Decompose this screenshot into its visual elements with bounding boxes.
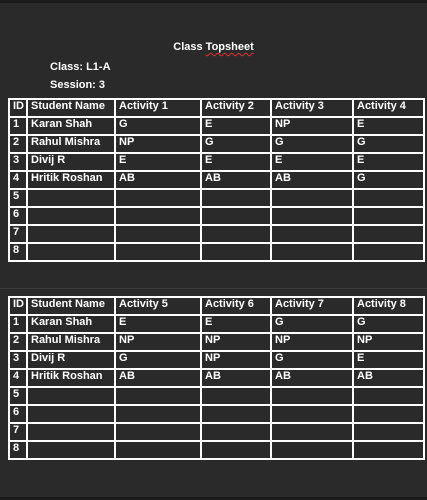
column-header: Activity 7 [271, 297, 353, 315]
column-header: Activity 8 [353, 297, 424, 315]
session-label: Session: 3 [50, 79, 106, 91]
page-title [0, 41, 427, 53]
student-name-cell: Karan Shah [27, 117, 115, 135]
column-header: Activity 4 [353, 99, 424, 117]
activity-grade-cell [115, 189, 201, 207]
row-id-cell: 6 [9, 405, 27, 423]
row-id-cell: 2 [9, 333, 27, 351]
row-id-cell: 5 [9, 387, 27, 405]
activity-grade-cell [271, 441, 353, 459]
activity-grade-cell: AB [115, 369, 201, 387]
student-name-cell [27, 441, 115, 459]
activity-grade-cell: E [115, 153, 201, 171]
activity-table-1 [8, 98, 425, 262]
table-row [9, 369, 424, 387]
activity-grade-cell [271, 405, 353, 423]
activity-grade-cell [115, 423, 201, 441]
row-id-cell: 3 [9, 351, 27, 369]
table-row [9, 315, 424, 333]
activity-grade-cell [201, 207, 271, 225]
activity-grade-cell: G [115, 351, 201, 369]
activity-grade-cell: E [353, 351, 424, 369]
student-name-cell [27, 243, 115, 261]
activity-grade-cell: NP [271, 117, 353, 135]
table-row [9, 405, 424, 423]
activity-grade-cell [271, 189, 353, 207]
activity-grade-cell [353, 243, 424, 261]
row-id-cell: 6 [9, 207, 27, 225]
page-divider [0, 288, 427, 289]
student-name-cell: Divij R [27, 351, 115, 369]
column-header: Activity 6 [201, 297, 271, 315]
activity-grade-cell: G [353, 315, 424, 333]
column-header: Activity 3 [271, 99, 353, 117]
student-name-cell: Rahul Mishra [27, 135, 115, 153]
activity-table-2 [8, 296, 425, 460]
activity-grade-cell: NP [115, 333, 201, 351]
activity-grade-cell [201, 441, 271, 459]
activity-grade-cell [353, 405, 424, 423]
table-row [9, 189, 424, 207]
activity-grade-cell [271, 243, 353, 261]
activity-grade-cell: E [353, 153, 424, 171]
student-name-cell: Karan Shah [27, 315, 115, 333]
table-row [9, 171, 424, 189]
row-id-cell: 8 [9, 243, 27, 261]
table-row [9, 441, 424, 459]
activity-grade-cell [353, 207, 424, 225]
activity-grade-cell [115, 207, 201, 225]
activity-grade-cell: G [271, 135, 353, 153]
activity-grade-cell [353, 441, 424, 459]
column-header: Activity 2 [201, 99, 271, 117]
student-name-cell [27, 405, 115, 423]
activity-grade-cell [115, 405, 201, 423]
activity-grade-cell: AB [271, 171, 353, 189]
activity-grade-cell: AB [271, 369, 353, 387]
activity-grade-cell [271, 225, 353, 243]
table-row [9, 333, 424, 351]
row-id-cell: 7 [9, 423, 27, 441]
column-header: Student Name [27, 99, 115, 117]
activity-grade-cell [353, 189, 424, 207]
activity-grade-cell: E [353, 117, 424, 135]
column-header: ID [9, 297, 27, 315]
column-header: Activity 1 [115, 99, 201, 117]
activity-grade-cell: NP [271, 333, 353, 351]
row-id-cell: 3 [9, 153, 27, 171]
activity-grade-cell [201, 405, 271, 423]
student-name-cell [27, 189, 115, 207]
activity-grade-cell: AB [201, 369, 271, 387]
student-name-cell: Hritik Roshan [27, 171, 115, 189]
student-name-cell: Rahul Mishra [27, 333, 115, 351]
row-id-cell: 7 [9, 225, 27, 243]
table-header-row [9, 297, 424, 315]
activity-grade-cell [353, 225, 424, 243]
student-name-cell [27, 423, 115, 441]
row-id-cell: 1 [9, 117, 27, 135]
activity-grade-cell [271, 207, 353, 225]
row-id-cell: 8 [9, 441, 27, 459]
table-row [9, 225, 424, 243]
table-row [9, 387, 424, 405]
activity-grade-cell: E [201, 117, 271, 135]
activity-grade-cell [353, 423, 424, 441]
table-row [9, 207, 424, 225]
student-name-cell [27, 225, 115, 243]
student-name-cell: Divij R [27, 153, 115, 171]
student-name-cell [27, 387, 115, 405]
activity-grade-cell [201, 189, 271, 207]
table-header-row [9, 99, 424, 117]
table-row [9, 243, 424, 261]
table-row [9, 351, 424, 369]
activity-grade-cell [271, 387, 353, 405]
activity-grade-cell: G [201, 135, 271, 153]
student-name-cell [27, 207, 115, 225]
row-id-cell: 1 [9, 315, 27, 333]
table-row [9, 153, 424, 171]
activity-grade-cell: AB [353, 369, 424, 387]
activity-grade-cell: E [115, 315, 201, 333]
activity-grade-cell [271, 423, 353, 441]
activity-grade-cell [115, 441, 201, 459]
activity-grade-cell: E [271, 153, 353, 171]
activity-grade-cell: AB [201, 171, 271, 189]
activity-grade-cell: NP [201, 333, 271, 351]
student-name-cell: Hritik Roshan [27, 369, 115, 387]
activity-grade-cell [115, 243, 201, 261]
activity-grade-cell: G [271, 351, 353, 369]
class-label: Class: L1-A [50, 61, 111, 73]
activity-grade-cell: NP [353, 333, 424, 351]
activity-grade-cell [115, 225, 201, 243]
activity-grade-cell: E [201, 153, 271, 171]
title-prefix: Class [173, 41, 206, 53]
row-id-cell: 5 [9, 189, 27, 207]
activity-grade-cell [201, 387, 271, 405]
activity-grade-cell: G [115, 117, 201, 135]
activity-grade-cell: NP [201, 351, 271, 369]
activity-grade-cell [353, 387, 424, 405]
column-header: ID [9, 99, 27, 117]
activity-grade-cell: G [353, 171, 424, 189]
activity-grade-cell [201, 243, 271, 261]
top-edge [0, 0, 427, 3]
table-row [9, 117, 424, 135]
activity-grade-cell: AB [115, 171, 201, 189]
table-row [9, 135, 424, 153]
activity-grade-cell: NP [115, 135, 201, 153]
column-header: Activity 5 [115, 297, 201, 315]
activity-grade-cell: E [201, 315, 271, 333]
row-id-cell: 4 [9, 369, 27, 387]
activity-grade-cell: G [353, 135, 424, 153]
title-word-spellcheck: Topsheet [205, 41, 254, 53]
column-header: Student Name [27, 297, 115, 315]
row-id-cell: 4 [9, 171, 27, 189]
table-row [9, 423, 424, 441]
row-id-cell: 2 [9, 135, 27, 153]
activity-grade-cell [201, 423, 271, 441]
activity-grade-cell: G [271, 315, 353, 333]
activity-grade-cell [115, 387, 201, 405]
activity-grade-cell [201, 225, 271, 243]
